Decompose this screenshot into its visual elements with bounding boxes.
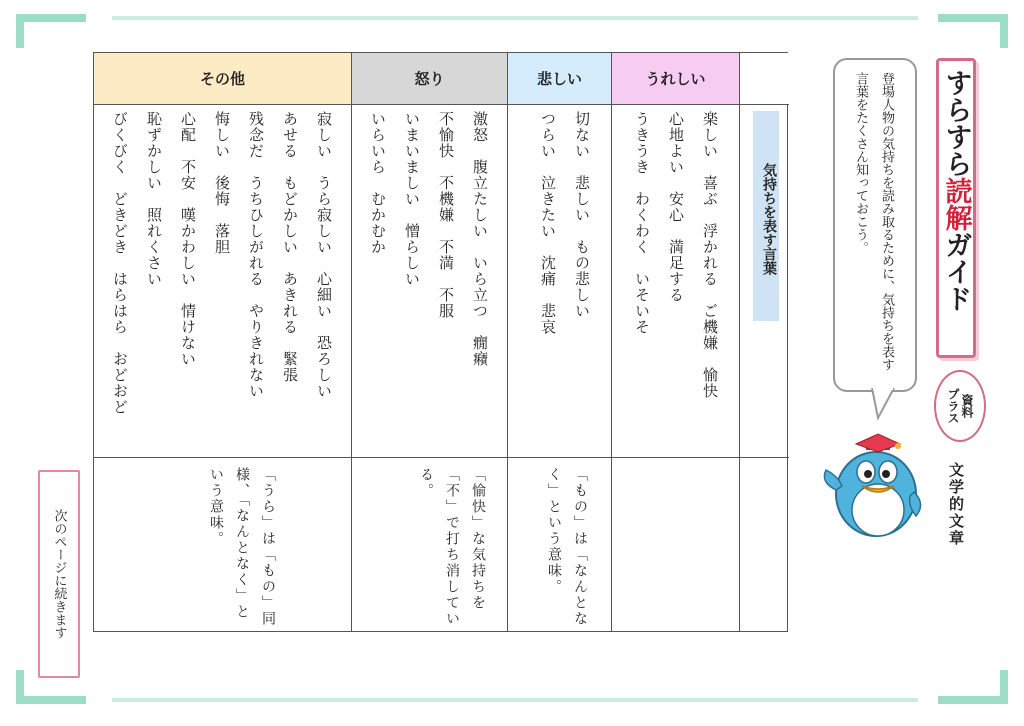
page-title-text xyxy=(937,69,976,355)
row-divider xyxy=(352,457,507,458)
word-line: 切ない 悲しい もの悲しい xyxy=(573,111,591,319)
column-sad xyxy=(508,53,612,631)
column-header-sad: 悲しい xyxy=(508,53,611,105)
plus-label: プラス xyxy=(946,388,960,424)
column-words-sad xyxy=(531,111,599,451)
row-divider xyxy=(740,457,789,458)
frame-corner-top-left xyxy=(16,14,86,48)
word-line: 激怒 腹立たしい いら立つ 癇癪 xyxy=(471,111,489,367)
word-line: あせる もどかしい あきれる 緊張 xyxy=(281,111,299,383)
word-line: いまいましい 憎らしい xyxy=(403,111,421,287)
speech-bubble xyxy=(833,58,917,392)
column-other xyxy=(94,53,352,631)
word-line: 心地よい 安心 満足する xyxy=(667,111,685,303)
frame-top-line xyxy=(112,16,918,20)
continue-next-page-text: 次のページに続きます xyxy=(51,509,67,639)
intro-text: 登場人物の気持ちを読み取るために、気持ちを表す言葉をたくさん知っておこう。 xyxy=(853,72,894,371)
column-header-anger: 怒り xyxy=(352,53,507,105)
speech-bubble-tail xyxy=(868,388,908,422)
plus-material-badge xyxy=(934,370,986,442)
column-words-happy xyxy=(625,111,727,451)
column-header-blank xyxy=(740,53,789,105)
word-line: 心配 不安 嘆かわしい 情けない xyxy=(179,111,197,367)
frame-corner-top-right xyxy=(938,14,1008,48)
word-line: 不愉快 不機嫌 不満 不服 xyxy=(437,111,455,319)
bird-mascot-icon xyxy=(818,432,926,542)
word-line: 悔しい 後悔 落胆 xyxy=(213,111,231,255)
column-anger xyxy=(352,53,508,631)
word-line: びくびく どきどき はらはら おどおど xyxy=(111,111,129,415)
column-note-other: 「うら」は「もの」同様、「なんとなく」という意味。 xyxy=(208,467,276,627)
page-title xyxy=(936,58,976,358)
frame-bottom-line xyxy=(112,698,918,702)
column-happy xyxy=(612,53,740,631)
column-words-other xyxy=(103,111,341,451)
row-divider xyxy=(612,457,739,458)
feelings-table xyxy=(93,52,788,632)
continue-next-page-note xyxy=(38,470,80,678)
word-line: 寂しい うら寂しい 心細い 恐ろしい xyxy=(315,111,333,399)
row-divider xyxy=(94,457,351,458)
word-line: 残念だ うちひしがれる やりきれない xyxy=(247,111,265,399)
row-label-feeling-words: 気持ちを表す言葉 xyxy=(753,111,779,321)
genre-label: 文学的文章 xyxy=(947,462,965,547)
column-header-other: その他 xyxy=(94,53,351,105)
title-part-guide: ガイド xyxy=(940,231,972,312)
title-part-surasura: すらすら xyxy=(940,69,972,177)
column-words-anger xyxy=(361,111,497,451)
word-line: いらいら むかむか xyxy=(369,111,387,255)
column-row-label xyxy=(740,53,789,631)
word-line: つらい 泣きたい 沈痛 悲哀 xyxy=(539,111,557,335)
word-line: うきうき わくわく いそいそ xyxy=(633,111,651,335)
row-divider xyxy=(508,457,611,458)
column-note-sad: 「もの」は「なんとなく」という意味。 xyxy=(546,467,588,627)
column-header-happy: うれしい xyxy=(612,53,739,105)
word-line: 恥ずかしい 照れくさい xyxy=(145,111,163,287)
frame-corner-bottom-right xyxy=(938,670,1008,704)
word-line: 楽しい 喜ぶ 浮かれる ご機嫌 愉快 xyxy=(701,111,719,399)
title-part-dokkai: 読解 xyxy=(940,177,972,231)
column-note-anger: 「愉快」な気持ちを「不」で打ち消している。 xyxy=(418,467,486,627)
shiryo-label: 資料 xyxy=(960,394,974,418)
